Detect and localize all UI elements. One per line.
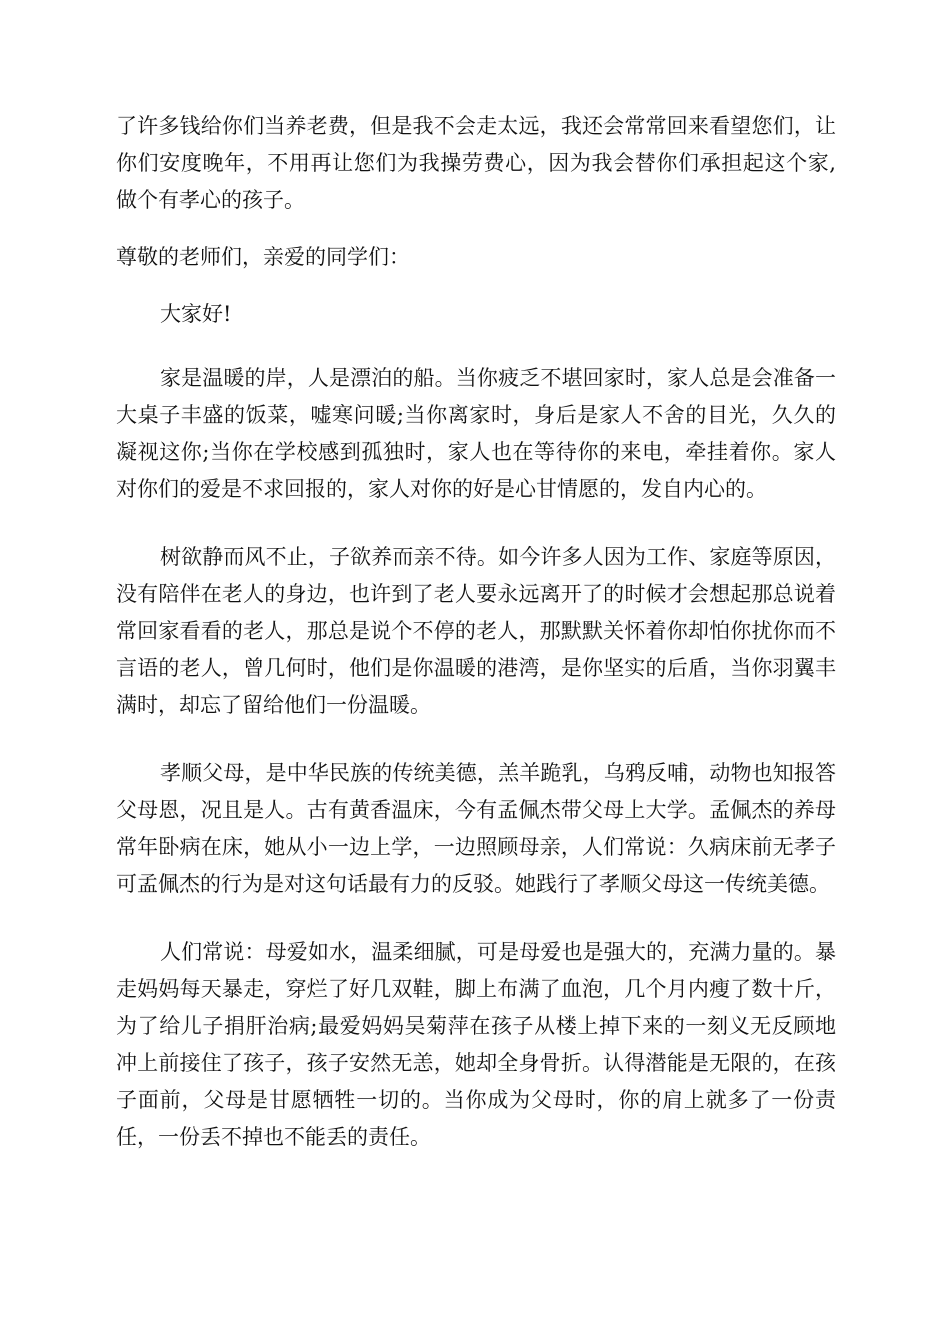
document-page [116, 108, 836, 1156]
paragraph-mother-love: 人们常说：母爱如水，温柔细腻，可是母爱也是强大的，充满力量的。暴走妈妈每天暴走，穿烂了好几双鞋，脚上布满了血泡，几个月内瘦了数十斤，为了给儿子捐肝治病;最爱妈妈吴菊萍在孩子从楼上掉下来的一刻义无反顾地冲上前接住了孩子，孩子安然无恙，她却全身骨折。认得潜能是无限的，在孩子面前，父母是甘愿牺牲一切的。当你成为父母时，你的肩上就多了一份责任，一份丢不掉也不能丢的责任。 [116, 940, 836, 1149]
paragraph-elders: 树欲静而风不止，子欲养而亲不待。如今许多人因为工作、家庭等原因，没有陪伴在老人的身边，也许到了老人要永远离开了的时候才会想起那总说着常回家看看的老人，那总是说个不停的老人，那默默关怀着你却怕你扰你而不言语的老人，曾几何时，他们是你温暖的港湾，是你坚实的后盾，当你羽翼丰满时，却忘了留给他们一份温暖。 [116, 545, 836, 717]
paragraph-continuation: 了许多钱给你们当养老费，但是我不会走太远，我还会常常回来看望您们，让你们安度晚年，不用再让您们为我操劳费心，因为我会替你们承担起这个家,做个有孝心的孩子。 [116, 114, 836, 212]
paragraph-salutation: 尊敬的老师们，亲爱的同学们： [116, 245, 410, 269]
paragraph-greeting: 大家好! [160, 302, 232, 326]
paragraph-home: 家是温暖的岸，人是漂泊的船。当你疲乏不堪回家时，家人总是会准备一大桌子丰盛的饭菜，嘘寒问暖;当你离家时，身后是家人不舍的目光，久久的凝视这你;当你在学校感到孤独时，家人也在等待你的来电，牵挂着你。家人对你们的爱是不求回报的，家人对你的好是心甘情愿的，发自内心的。 [116, 366, 836, 501]
paragraph-filial-piety: 孝顺父母，是中华民族的传统美德，羔羊跪乳，乌鸦反哺，动物也知报答父母恩，况且是人。古有黄香温床，今有孟佩杰带父母上大学。孟佩杰的养母常年卧病在床，她从小一边上学，一边照顾母亲，人们常说：久病床前无孝子可孟佩杰的行为是对这句话最有力的反驳。她践行了孝顺父母这一传统美德。 [116, 761, 836, 896]
